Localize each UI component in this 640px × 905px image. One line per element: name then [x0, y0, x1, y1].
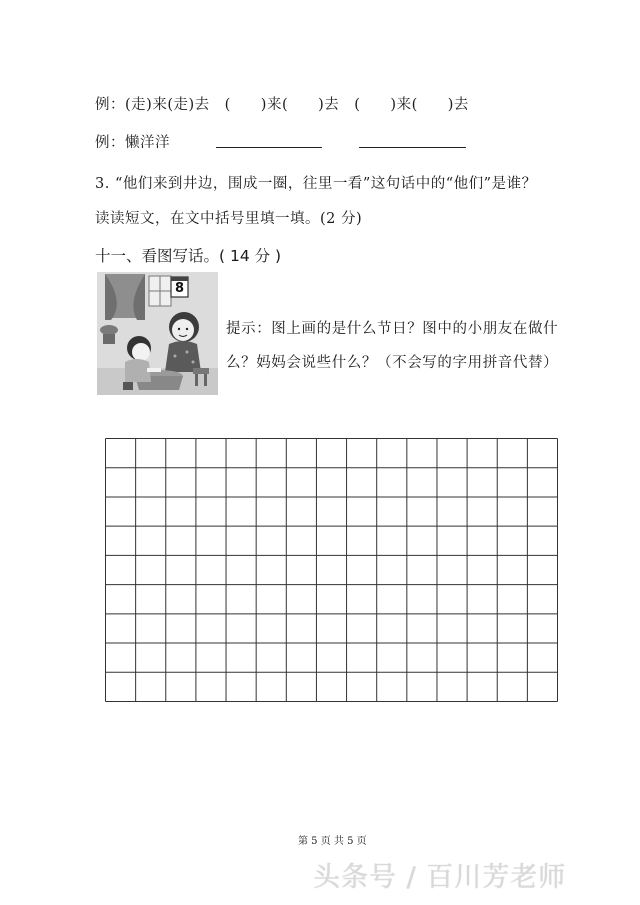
writing-grid[interactable]: [105, 438, 558, 702]
calendar-day: 8: [174, 281, 185, 296]
exercise-line-1: 例：(走)来(走)去 ( )来( )去 ( )来( )去: [95, 97, 469, 113]
section-heading: 十一、看图写话。( 14 分 ): [95, 247, 282, 265]
question-3-line-2: 读读短文，在文中括号里填一填。(2 分): [95, 211, 363, 227]
illustration-image: [97, 272, 218, 395]
illustration-drawing: [97, 272, 218, 395]
hint-text: 提示：图上画的是什么节日？图中的小朋友在做什么？妈妈会说些什么？（不会写的字用拼音代替）: [226, 321, 559, 371]
watermark-text: 头条号 / 百川芳老师: [313, 862, 567, 893]
page-footer: 第 5 页 共 5 页: [298, 836, 367, 847]
answer-blank-1[interactable]: [216, 147, 322, 148]
answer-blank-2[interactable]: [359, 147, 466, 148]
question-3-line-1: 3. “他们来到井边，围成一圈，往里一看”这句话中的“他们”是谁？: [95, 176, 537, 192]
writing-grid-lines: [105, 438, 558, 702]
exercise-line-2-label: 例：懒洋洋: [95, 135, 170, 151]
